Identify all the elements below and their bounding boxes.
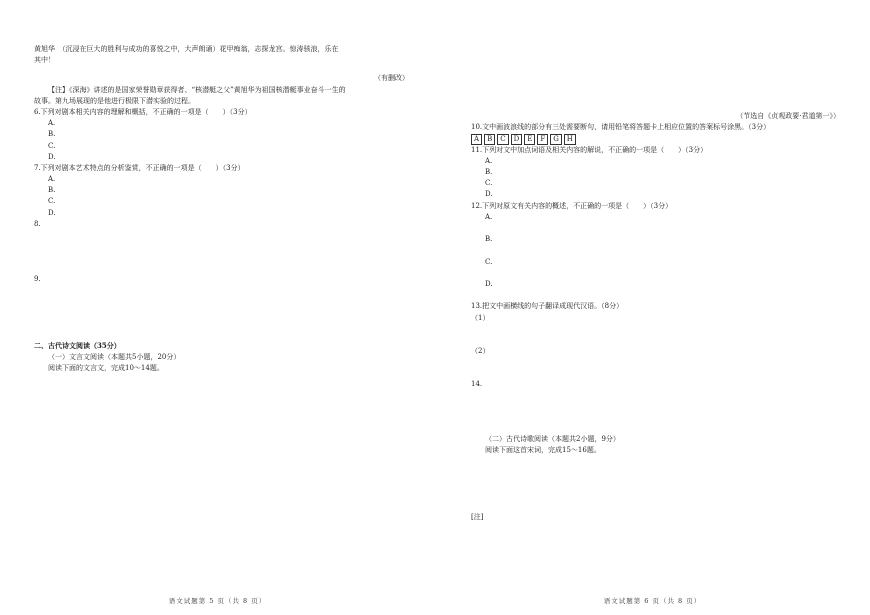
text-line: （2） bbox=[471, 346, 490, 355]
text-line: D. bbox=[48, 208, 56, 217]
text-line bbox=[471, 134, 840, 145]
text-line bbox=[34, 396, 409, 407]
text-line: 其中！ bbox=[34, 56, 55, 65]
text-line: （一）文言文阅读（本题共5小题，20分） bbox=[48, 352, 181, 361]
text-line: D. bbox=[485, 190, 493, 199]
text-line: D. bbox=[48, 152, 56, 161]
answer-box: A bbox=[471, 134, 482, 145]
text-line: C. bbox=[48, 141, 56, 150]
text-line bbox=[471, 89, 840, 100]
text-line bbox=[34, 475, 409, 486]
text-line bbox=[34, 296, 409, 318]
text-line: D. bbox=[485, 279, 493, 288]
answer-box: C bbox=[497, 134, 508, 145]
text-line bbox=[34, 508, 409, 519]
text-line: B. bbox=[485, 235, 493, 244]
text-line bbox=[34, 486, 409, 497]
text-line: B. bbox=[48, 186, 56, 195]
text-line: 14. bbox=[471, 379, 483, 388]
text-line bbox=[34, 441, 409, 452]
text-line: （有删改） bbox=[374, 74, 409, 83]
text-line: 阅读下面的文言文，完成10～14题。 bbox=[48, 363, 164, 372]
text-line bbox=[34, 66, 409, 73]
text-line bbox=[471, 66, 840, 77]
text-line bbox=[471, 357, 840, 379]
text-line: （节选自《贞观政要·君道第一》） bbox=[736, 112, 840, 121]
text-line: A. bbox=[48, 175, 56, 184]
right-exam-page bbox=[435, 0, 870, 615]
text-line: A. bbox=[485, 156, 493, 165]
text-line bbox=[34, 252, 409, 274]
text-line bbox=[471, 456, 840, 467]
text-line bbox=[471, 390, 840, 412]
text-line bbox=[34, 408, 409, 419]
answer-box: B bbox=[484, 134, 495, 145]
text-line bbox=[34, 497, 409, 508]
text-line: 6.下列对剧本相关内容的理解和概括，不正确的一项是（ ）（3分） bbox=[34, 107, 252, 116]
text-line: 【注】《深海》讲述的是国家荣誉勋章获得者、“核潜艇之父”黄旭华为祖国核潜艇事业奋斗一生的 bbox=[48, 85, 346, 94]
text-line: 阅读下面这首宋词，完成15～16题。 bbox=[485, 446, 601, 455]
text-line bbox=[471, 412, 840, 434]
answer-box: G bbox=[550, 134, 562, 145]
text-line bbox=[471, 268, 840, 279]
text-line bbox=[34, 452, 409, 463]
text-line bbox=[471, 55, 840, 66]
text-line bbox=[34, 463, 409, 474]
text-line bbox=[471, 501, 840, 512]
text-line bbox=[471, 290, 840, 301]
text-line bbox=[34, 430, 409, 441]
answer-box: H bbox=[564, 134, 576, 145]
text-line: （二）古代诗歌阅读（本题共2小题，9分） bbox=[485, 435, 620, 444]
text-line: 10.文中画波浪线的部分有三处需要断句，请用铅笔将答题卡上相应位置的答案标号涂黑。（3分） bbox=[471, 123, 771, 132]
text-line: B. bbox=[485, 168, 493, 177]
answer-box: E bbox=[524, 134, 535, 145]
text-line: 9. bbox=[34, 275, 41, 283]
right-page-footer: 语文试题第 6 页（共 8 页） bbox=[603, 597, 702, 605]
text-line bbox=[471, 479, 840, 490]
text-line: 故事。第九场展现的是他进行极限下潜实验的过程。 bbox=[34, 96, 195, 105]
text-line: 二、古代诗文阅读（35分） bbox=[34, 341, 121, 351]
text-line: [注] bbox=[471, 513, 484, 522]
text-line bbox=[471, 78, 840, 89]
text-line bbox=[471, 100, 840, 111]
text-line: C. bbox=[48, 197, 56, 206]
text-line bbox=[34, 542, 409, 553]
left-page-footer: 语文试题第 5 页（共 8 页） bbox=[168, 597, 267, 605]
text-line bbox=[471, 524, 840, 535]
text-line: 8. bbox=[34, 219, 41, 228]
text-line bbox=[471, 245, 840, 256]
text-line bbox=[471, 223, 840, 234]
text-line bbox=[34, 419, 409, 430]
text-line bbox=[471, 44, 840, 55]
text-line bbox=[471, 468, 840, 479]
text-line bbox=[471, 490, 840, 501]
text-line bbox=[34, 230, 409, 252]
text-line: 13.把文中画横线的句子翻译成现代汉语。（8分） bbox=[471, 302, 624, 311]
answer-box: D bbox=[511, 134, 523, 145]
text-line bbox=[34, 519, 409, 530]
text-line bbox=[34, 318, 409, 340]
text-line bbox=[34, 374, 409, 385]
text-line: A. bbox=[485, 212, 493, 221]
text-line: 黄旭华 （沉浸在巨大的胜利与成功的喜悦之中，大声朗诵）花甲痴翁，志探龙宫。惊涛骇浪，乐在 bbox=[34, 45, 339, 53]
text-line bbox=[34, 285, 409, 296]
text-line: （1） bbox=[471, 313, 490, 322]
answer-box: F bbox=[537, 134, 548, 145]
text-line: C. bbox=[485, 179, 493, 188]
text-line bbox=[471, 324, 840, 346]
text-line: 7.下列对剧本艺术特点的分析鉴赏，不正确的一项是（ ）（3分） bbox=[34, 163, 245, 172]
text-line: B. bbox=[48, 130, 56, 139]
text-line bbox=[34, 385, 409, 396]
text-line: 12.下列对原文有关内容的概述，不正确的一项是（ ）（3分） bbox=[471, 201, 673, 210]
text-line: C. bbox=[485, 257, 493, 266]
text-line bbox=[34, 531, 409, 542]
text-line: A. bbox=[48, 119, 56, 128]
text-line: 11.下列对文中加点词语及相关内容的解说，不正确的一项是（ ）（3分） bbox=[471, 145, 708, 154]
